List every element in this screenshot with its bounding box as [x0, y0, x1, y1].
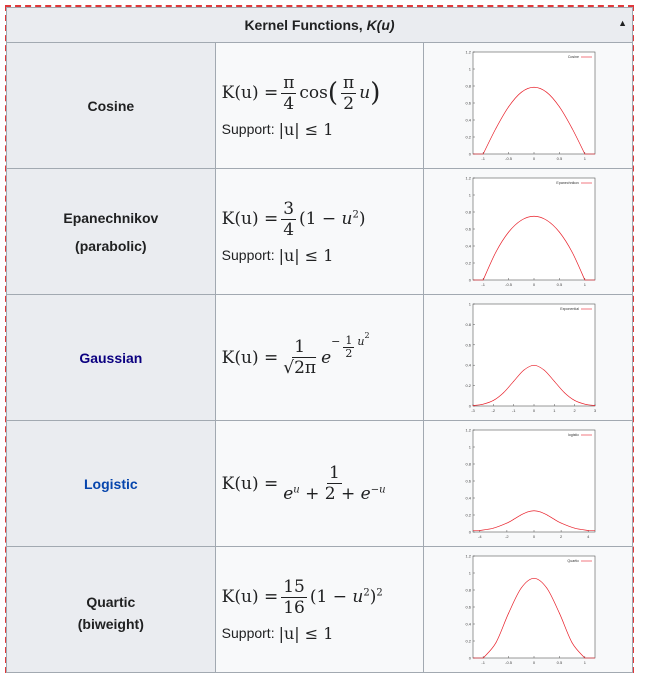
- x-tick-label: -1: [481, 659, 486, 665]
- data-point: [493, 400, 494, 401]
- kernel-name-alt: (parabolic): [75, 237, 147, 254]
- cosine-plot[interactable]: [457, 48, 599, 164]
- legend-label: Quartic: [567, 558, 580, 563]
- epanechnikov-formula: K(u) = $\frac{3}{4}$ $(1 - u^2)$: [221, 198, 366, 240]
- x-tick-label: -2: [505, 533, 509, 539]
- y-tick-label: 1: [468, 66, 472, 71]
- x-tick-label: 3: [594, 407, 597, 413]
- data-point: [496, 251, 497, 252]
- data-point: [508, 612, 509, 613]
- data-point: [480, 530, 481, 531]
- y-tick-label: 0.4: [465, 362, 472, 368]
- x-tick-label: 1: [583, 659, 587, 665]
- y-tick-label: 1: [468, 301, 472, 306]
- y-tick-label: 1: [468, 570, 472, 575]
- formula-cell: [215, 295, 424, 421]
- data-point: [572, 251, 573, 252]
- cosine-formula: K(u) = $\frac{\pi}{4}$ cos ( $\frac{\pi}{2}$ u ): [221, 72, 381, 114]
- x-tick-label: 0: [533, 407, 536, 413]
- table-row: [7, 295, 633, 421]
- formula-cell: [215, 421, 424, 547]
- kernel-name: Epanechnikov: [63, 209, 159, 226]
- x-tick-label: -4: [478, 533, 482, 539]
- y-tick-label: 0.6: [465, 604, 472, 609]
- x-tick-label: -1: [481, 281, 486, 287]
- data-point: [483, 279, 484, 280]
- data-point: [507, 522, 508, 523]
- y-tick-label: 0.6: [465, 226, 472, 231]
- y-tick-label: 0.4: [465, 117, 472, 122]
- y-tick-label: 0.8: [465, 587, 472, 592]
- plot-area: [473, 304, 595, 406]
- data-point: [521, 587, 522, 588]
- data-point: [585, 153, 586, 154]
- legend-label: Cosine: [567, 54, 580, 59]
- y-tick-label: 1: [468, 444, 472, 449]
- kernel-name-cell: [7, 547, 216, 673]
- legend-label: Exponential: [560, 306, 580, 311]
- data-point: [493, 527, 494, 528]
- data-point: [554, 380, 555, 381]
- data-point: [564, 392, 565, 393]
- x-tick-label: 0.5: [556, 659, 563, 665]
- y-tick-label: 1.2: [465, 49, 472, 54]
- support-line: [222, 246, 424, 265]
- x-tick-label: -2: [491, 407, 496, 413]
- y-tick-label: 0.8: [465, 83, 472, 88]
- data-point: [473, 405, 474, 406]
- legend-label: logistic: [568, 432, 580, 437]
- data-point: [574, 527, 575, 528]
- data-point: [559, 231, 560, 232]
- y-tick-label: 0.2: [465, 638, 472, 643]
- support-expr: |u| ≤ 1: [278, 245, 334, 265]
- x-tick-label: 1: [583, 281, 587, 287]
- y-tick-label: 0.6: [465, 100, 472, 105]
- data-point: [521, 91, 522, 92]
- y-tick-label: 0: [468, 529, 472, 534]
- plot-area: [473, 178, 595, 280]
- data-point: [513, 518, 514, 519]
- data-point: [547, 514, 548, 515]
- kernel-name: Quartic: [86, 593, 136, 610]
- kernel-name: Cosine: [87, 97, 135, 114]
- plot-cell: [424, 43, 633, 169]
- data-point: [508, 106, 509, 107]
- support-expr: |u| ≤ 1: [278, 119, 334, 139]
- quartic-formula: K(u) = $\frac{15}{16}$ $(1 - u^2)^2$: [221, 576, 383, 618]
- x-tick-label: -0.5: [505, 155, 513, 161]
- data-point: [546, 91, 547, 92]
- y-tick-label: 0.8: [465, 321, 472, 327]
- data-point: [496, 642, 497, 643]
- plot-cell: [424, 421, 633, 547]
- x-tick-label: 1: [553, 407, 556, 413]
- formula-lhs: K(u) =: [221, 587, 279, 607]
- data-point: [574, 400, 575, 401]
- y-tick-label: 0.8: [465, 209, 472, 214]
- plot-area: [473, 52, 595, 154]
- y-tick-label: 0: [468, 151, 472, 156]
- support-line: [222, 624, 424, 643]
- support-expr: |u| ≤ 1: [278, 623, 334, 643]
- support-label: Support:: [221, 121, 275, 137]
- y-tick-label: 0.4: [465, 495, 472, 500]
- x-tick-label: 0.5: [556, 155, 563, 161]
- x-tick-label: 1: [583, 155, 587, 161]
- formula-lhs: K(u) =: [221, 473, 279, 494]
- y-tick-label: 0.4: [465, 621, 472, 626]
- x-tick-label: -0.5: [505, 281, 513, 287]
- x-tick-label: 0: [533, 281, 536, 287]
- kernel-name-cell: [7, 43, 216, 169]
- y-tick-label: 0.4: [465, 243, 472, 248]
- x-tick-label: 0: [533, 533, 536, 539]
- table-header[interactable]: [7, 8, 633, 43]
- formula-lhs: K(u) =: [221, 209, 279, 229]
- data-point: [483, 657, 484, 658]
- data-point: [483, 153, 484, 154]
- data-point: [521, 219, 522, 220]
- x-tick-label: -1: [512, 407, 516, 413]
- y-tick-label: 0.2: [465, 382, 472, 388]
- gaussian-plot[interactable]: [457, 300, 599, 416]
- x-tick-label: -0.5: [505, 659, 513, 665]
- gaussian-formula: K(u) = $\frac{1}{√2\pi}$ e − $\frac{1}{2}$ u 2: [221, 331, 370, 378]
- plot-area: [473, 556, 595, 658]
- data-point: [534, 577, 535, 578]
- y-tick-label: 0.2: [465, 134, 472, 139]
- data-point: [546, 587, 547, 588]
- data-point: [595, 405, 596, 406]
- plot-cell: [424, 295, 633, 421]
- logistic-plot[interactable]: [457, 426, 599, 542]
- y-tick-label: 1: [468, 192, 472, 197]
- data-point: [572, 642, 573, 643]
- data-point: [559, 106, 560, 107]
- y-tick-label: 0: [468, 403, 472, 408]
- x-tick-label: 0: [533, 659, 536, 665]
- data-point: [496, 128, 497, 129]
- kernel-name-link[interactable]: Logistic: [83, 475, 138, 492]
- y-tick-label: 0.6: [465, 478, 472, 483]
- data-point: [588, 530, 589, 531]
- y-tick-label: 0.8: [465, 461, 472, 466]
- kernel-name-alt: (biweight): [77, 615, 144, 632]
- kernel-name-cell: [7, 169, 216, 295]
- epanechnikov-plot[interactable]: [457, 174, 599, 290]
- x-tick-label: 2: [573, 407, 576, 413]
- formula-cell: [215, 547, 424, 673]
- table-row: [7, 547, 633, 673]
- data-point: [520, 514, 521, 515]
- plot-cell: [424, 547, 633, 673]
- x-tick-label: 2: [560, 533, 563, 539]
- data-point: [544, 369, 545, 370]
- table-row: [7, 43, 633, 169]
- data-point: [524, 369, 525, 370]
- x-tick-label: 4: [587, 533, 590, 539]
- sort-icon[interactable]: ▲: [618, 18, 627, 28]
- data-point: [534, 510, 535, 511]
- kernel-name-cell: [7, 421, 216, 547]
- data-point: [546, 219, 547, 220]
- plot-area: [473, 430, 595, 532]
- data-point: [483, 403, 484, 404]
- x-tick-label: 0: [533, 155, 536, 161]
- y-tick-label: 0.6: [465, 341, 472, 347]
- plot-cell: [424, 169, 633, 295]
- data-point: [561, 522, 562, 523]
- legend-label: Epanechnikov: [556, 180, 580, 185]
- data-point: [585, 403, 586, 404]
- data-point: [534, 86, 535, 87]
- data-point: [513, 380, 514, 381]
- kernel-name-cell: [7, 295, 216, 421]
- formula-cell: [215, 169, 424, 295]
- data-point: [508, 231, 509, 232]
- y-tick-label: 1.2: [465, 427, 472, 432]
- data-point: [527, 511, 528, 512]
- table-row: [7, 169, 633, 295]
- y-tick-label: 0.2: [465, 512, 472, 517]
- x-tick-label: 0.5: [556, 281, 563, 287]
- formula-lhs: K(u) =: [221, 83, 279, 103]
- logistic-formula: K(u) = $\frac{1}{e^u + 2 + e^{-u}}$: [221, 463, 386, 504]
- y-tick-label: 1.2: [465, 175, 472, 180]
- formula-cell: [215, 43, 424, 169]
- data-point: [585, 657, 586, 658]
- data-point: [585, 279, 586, 280]
- quartic-plot[interactable]: [457, 552, 599, 668]
- y-tick-label: 1.2: [465, 553, 472, 558]
- kernel-name-link[interactable]: Gaussian: [79, 349, 143, 366]
- data-point: [554, 518, 555, 519]
- y-tick-label: 0: [468, 655, 472, 660]
- support-line: [222, 120, 424, 139]
- header-text: Kernel Functions,: [244, 17, 367, 33]
- support-label: Support:: [221, 625, 275, 641]
- x-tick-label: -3: [471, 407, 475, 413]
- table-row: [7, 421, 633, 547]
- y-tick-label: 0: [468, 277, 472, 282]
- data-point: [534, 364, 535, 365]
- formula-lhs: K(u) =: [221, 347, 279, 368]
- kernel-functions-table: [6, 7, 633, 673]
- data-point: [534, 215, 535, 216]
- data-point: [559, 612, 560, 613]
- header-kernel-symbol: K(u): [366, 17, 395, 33]
- data-point: [503, 392, 504, 393]
- y-tick-label: 0.2: [465, 260, 472, 265]
- data-point: [541, 511, 542, 512]
- support-label: Support:: [221, 247, 275, 263]
- data-point: [572, 128, 573, 129]
- x-tick-label: -1: [481, 155, 486, 161]
